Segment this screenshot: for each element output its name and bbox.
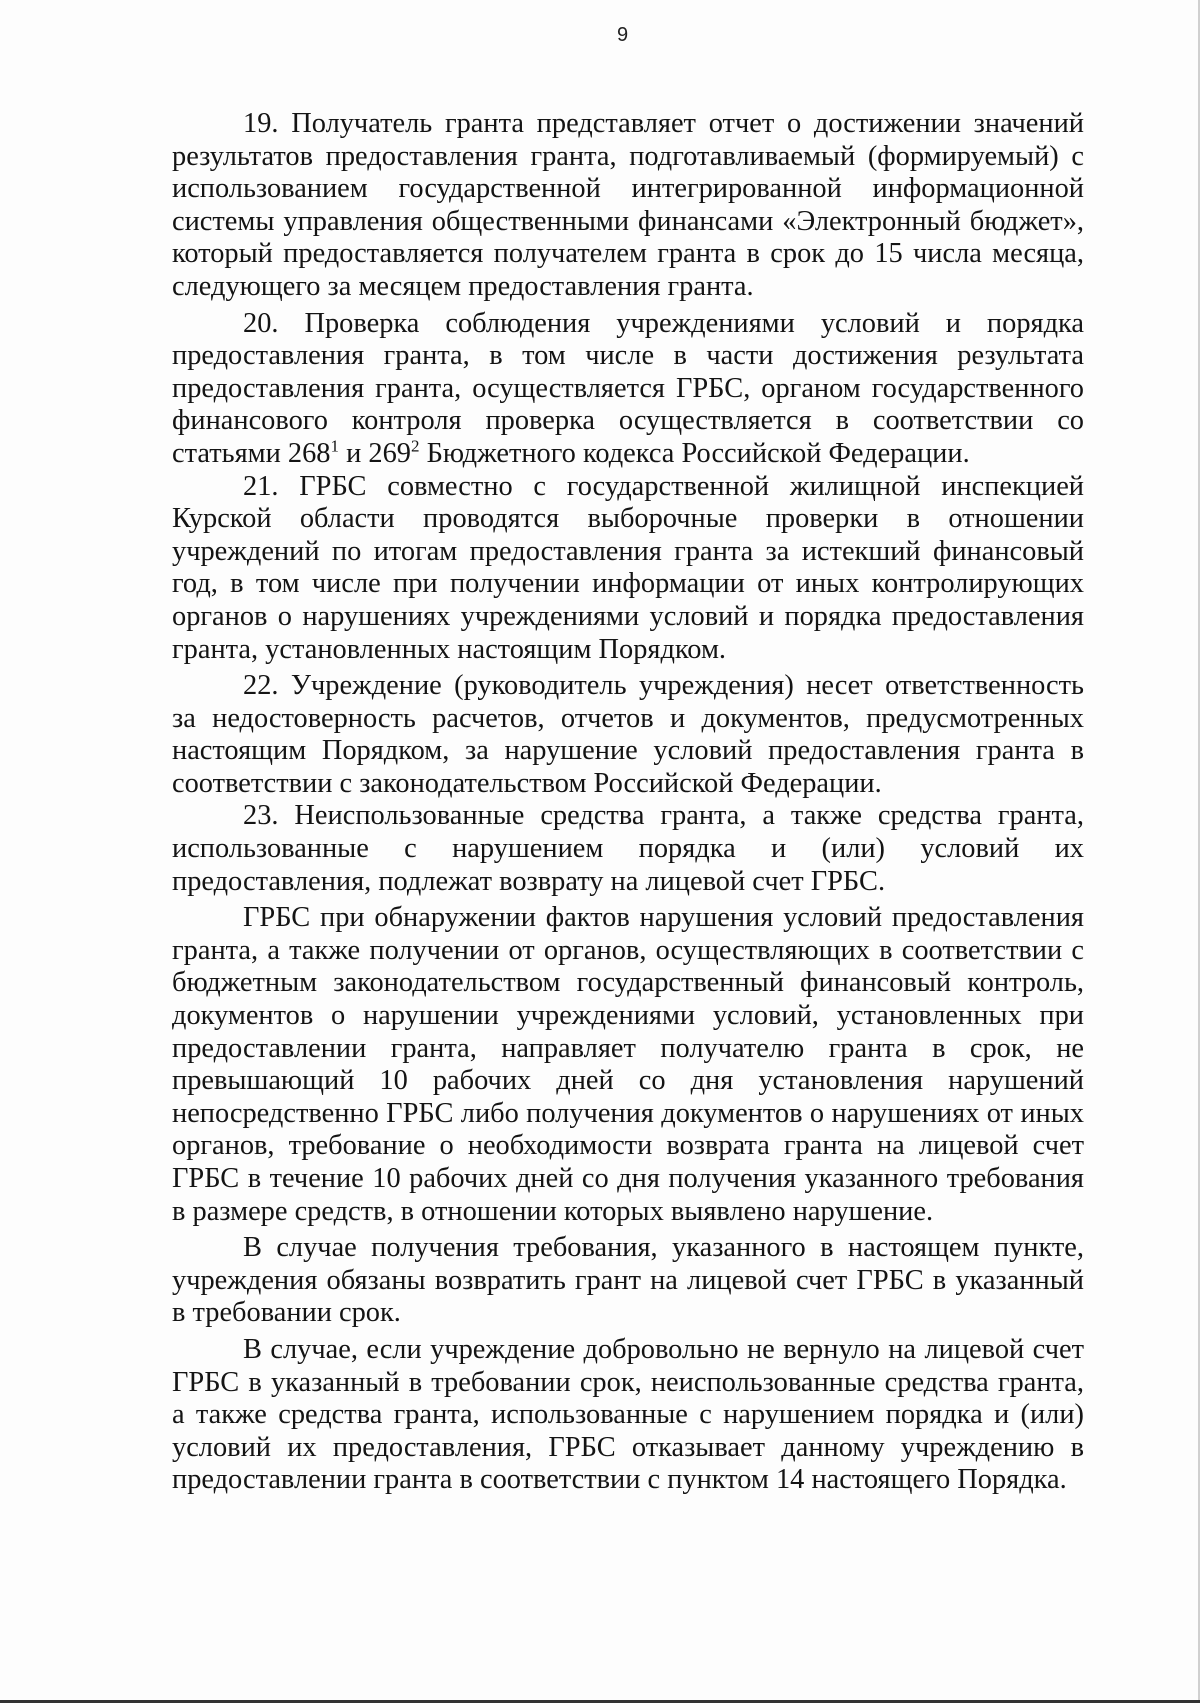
paragraph-23: 23. Неиспользованные средства гранта, а также средства гранта, использованные с нарушением порядка и (или) условий их предоставления, подлежат возврату на лицевой счет ГРБС. bbox=[172, 800, 1084, 897]
paragraph-20-text: 20. Проверка соблюдения учреждениями условий и порядка предоставления гранта, в том числе в части достижения результата предоставления гранта, осуществляется ГРБС, органом государственного финансового контроля проверка осуществляется в соответствии со статьями bbox=[172, 307, 1084, 469]
paragraph-23-requirement: В случае получения требования, указанного в настоящем пункте, учреждения обязаны возвратить грант на лицевой счет ГРБС в указанный в требовании срок. bbox=[172, 1232, 1084, 1329]
paragraph-21: 21. ГРБС совместно с государственной жилищной инспекцией Курской области проводятся выборочные проверки в отношении учреждений по итогам предоставления гранта за истекший финансовый год, в том числе при получении информации от иных контролирующих органов о нарушениях учреждениями условий и порядка предоставления гранта, установленных настоящим Порядком. bbox=[172, 470, 1084, 665]
paragraph-19: 19. Получатель гранта представляет отчет о достижении значений результатов предоставления гранта, подготавливаемый (формируемый) с использованием государственной интегрированной информационной системы управления общественными финансами «Электронный бюджет», который предоставляется получателем гранта в срок до 15 числа месяца, следующего за месяцем предоставления гранта. bbox=[172, 108, 1084, 302]
document-body bbox=[172, 108, 1084, 1497]
article-268-superscript: 1 bbox=[330, 436, 339, 456]
paragraph-20-ending: Бюджетного кодекса Российской Федерации. bbox=[419, 437, 970, 469]
paragraph-22: 22. Учреждение (руководитель учреждения) несет ответственность за недостоверность расчетов, отчетов и документов, предусмотренных настоящим Порядком, за нарушение условий предоставления гранта в соответствии с законодательством Российской Федерации. bbox=[172, 670, 1084, 799]
page-number: 9 bbox=[616, 24, 629, 46]
article-269-superscript: 2 bbox=[410, 436, 420, 456]
paragraph-23-refusal: В случае, если учреждение добровольно не вернуло на лицевой счет ГРБС в указанный в требовании срок, неиспользованные средства гранта, а также средства гранта, использованные с нарушением порядка и (или) условий их предоставления, ГРБС отказывает данному учреждению в предоставлении гранта в соответствии с пунктом 14 настоящего Порядка. bbox=[172, 1333, 1084, 1496]
paragraph-23-violations: ГРБС при обнаружении фактов нарушения условий предоставления гранта, а также получении от органов, осуществляющих в соответствии с бюджетным законодательством государственный финансовый контроль, документов о нарушении учреждениями условий, установленных при предоставлении гранта, направляет получателю гранта в срок, не превышающий 10 рабочих дней со дня установления нарушений непосредственно ГРБС либо получения документов о нарушениях от иных органов, требование о необходимости возврата гранта на лицевой счет ГРБС в течение 10 рабочих дней со дня получения указанного требования в размере средств, в отношении которых выявлено нарушение. bbox=[172, 902, 1084, 1227]
article-268-ref: $268^1$ bbox=[287, 436, 339, 469]
paragraph-20: 20. Проверка соблюдения учреждениями условий и порядка предоставления гранта, в том числе в части достижения результата предоставления гранта, осуществляется ГРБС, органом государственного финансового контроля проверка осуществляется в соответствии со статьями $268^1$ и $269^2$ Бюджетного кодекса Российской Федерации. bbox=[172, 307, 1084, 469]
article-269-ref: $269^2$ bbox=[368, 436, 420, 469]
